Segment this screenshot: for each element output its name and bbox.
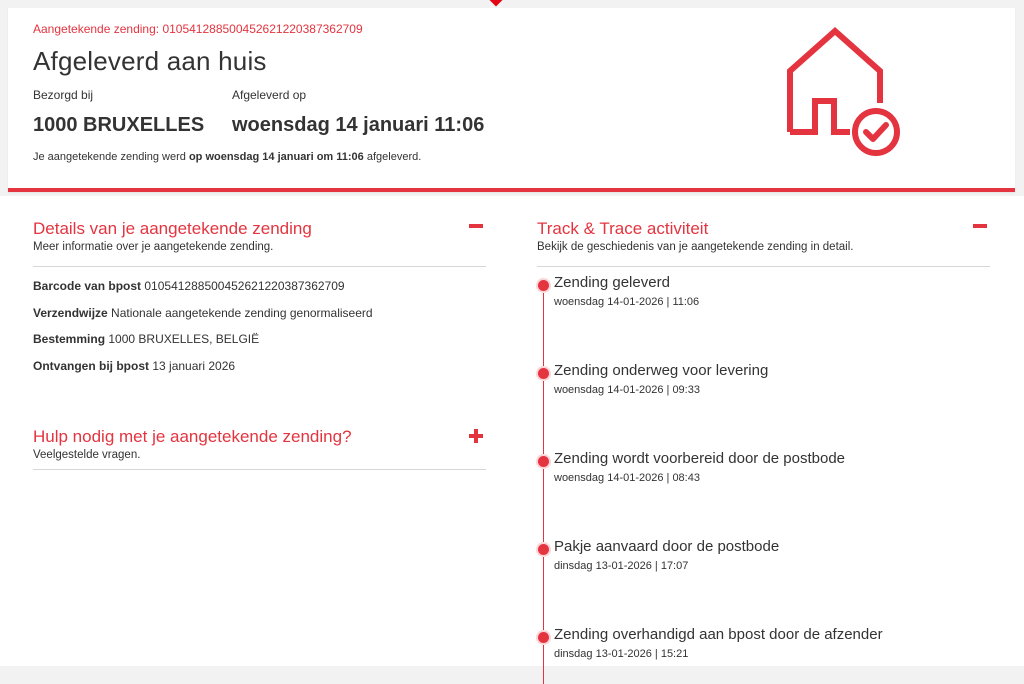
timeline-line [543,284,544,684]
details-section-header[interactable] [33,196,486,267]
timeline-dot-icon [538,632,549,643]
event-title: Zending overhandigd aan bpost door de afzender [554,626,883,643]
delivered-on-label: Afgeleverd op [232,88,307,102]
event-title: Zending onderweg voor levering [554,362,769,379]
tracktrace-subtitle: Bekijk de geschiedenis van je aangetekende zending in detail. [537,241,854,253]
details-title: Details van je aangetekende zending [33,219,312,238]
detail-row-barcode: Barcode van bpost 0105412885004526212203873627​09 [33,279,345,293]
house-check-icon [778,21,908,161]
event-date: woensdag 14-01-2026 | 08:43 [554,472,700,484]
detail-row-received: Ontvangen bij bpost 13 januari 2026 [33,358,236,373]
tracktrace-timeline [537,274,990,674]
timeline-dot-icon [538,280,549,291]
help-title: Hulp nodig met je aangetekende zending? [33,427,352,446]
help-subtitle: Veelgestelde vragen. [33,449,141,461]
main-content [0,196,1024,666]
event-date: woensdag 14-01-2026 | 09:33 [554,384,700,396]
event-title: Zending geleverd [554,274,670,291]
event-date: woensdag 14-01-2026 | 11:06 [554,296,700,308]
tracktrace-title: Track & Trace activiteit [537,219,709,238]
help-section-header[interactable] [33,425,486,470]
delivered-at-label: Bezorgd bij [33,88,94,102]
delivered-at-value: 1000 BRUXELLES [33,114,205,136]
timeline-dot-icon [538,544,549,555]
detail-row-shipping-method: Verzendwijze Nationale aangetekende zending genormaliseerd [33,305,373,320]
tracktrace-section-header[interactable] [537,196,990,267]
tracktrace-collapse-minus-icon[interactable] [973,219,987,233]
event-title: Zending wordt voorbereid door de postbode [554,450,846,467]
delivery-summary-card [8,8,1015,192]
details-column [33,196,486,470]
delivered-on-value: woensdag 14 januari 11:06 [232,114,485,136]
detail-row-destination: Bestemming 1000 BRUXELLES, BELGIË [33,332,260,346]
tracktrace-column [537,196,990,660]
tracking-number-label: Aangetekende zending: 0105412885004526212203873627​09 [33,22,363,36]
details-list [33,267,486,385]
timeline-dot-icon [538,368,549,379]
timeline-dot-icon [538,456,549,467]
event-date: dinsdag 13-01-2026 | 15:21 [554,648,689,660]
details-subtitle: Meer informatie over je aangetekende zending. [33,241,274,253]
event-title: Pakje aanvaard door de postbode [554,538,780,555]
delivery-status-title: Afgeleverd aan huis [33,46,267,76]
help-expand-plus-icon[interactable] [469,429,483,443]
event-date: dinsdag 13-01-2026 | 17:07 [554,560,689,572]
delivery-sentence: Je aangetekende zending werd op woensdag 14 januari om 11:06 afgeleverd. [33,151,422,163]
header-notch [488,0,505,6]
details-collapse-minus-icon[interactable] [469,219,483,233]
